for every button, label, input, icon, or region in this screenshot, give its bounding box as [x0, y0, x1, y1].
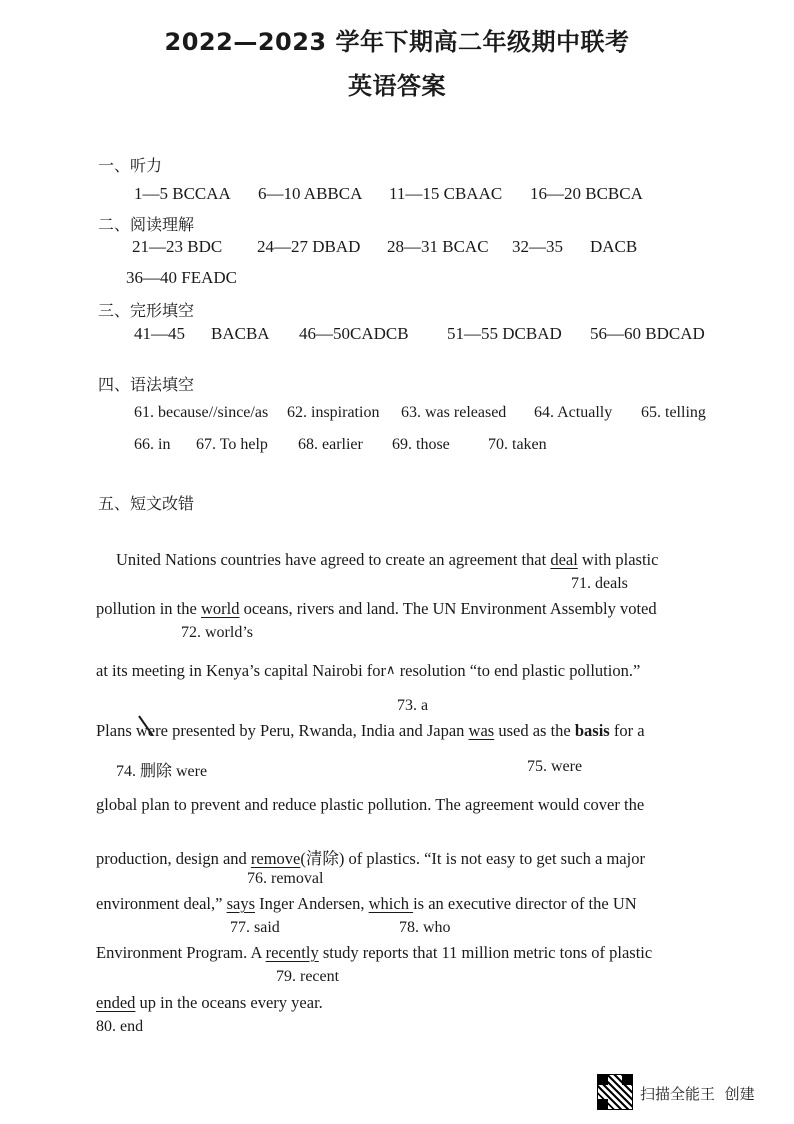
- scanner-watermark: 扫描全能王 创建: [640, 1085, 755, 1103]
- grammar-answer: 68. earlier: [298, 436, 363, 453]
- correction-note: 74. 删除 were: [116, 763, 208, 780]
- error-word: which: [368, 894, 414, 913]
- correction-note: 71. deals: [571, 575, 628, 592]
- page-title: 2022—2023 学年下期高二年级期中联考: [164, 28, 630, 56]
- grammar-answer: 65. telling: [641, 404, 706, 421]
- deleted-word: were: [135, 721, 168, 740]
- section-heading-listening: 一、听力: [98, 156, 163, 175]
- passage-line: ended up in the oceans every year.: [96, 993, 323, 1012]
- answer-group: 28—31 BCAC: [387, 237, 489, 256]
- answer-group: 11—15 CBAAC: [389, 184, 503, 203]
- section-heading-grammar: 四、语法填空: [98, 375, 195, 394]
- grammar-answer: 62. inspiration: [287, 404, 380, 421]
- answer-group: BACBA: [211, 324, 270, 343]
- qr-code-icon: [597, 1074, 633, 1110]
- correction-note: 80. end: [96, 1018, 144, 1035]
- grammar-answer: 64. Actually: [534, 404, 613, 421]
- correction-note: 72. world’s: [181, 624, 253, 641]
- grammar-answer: 70. taken: [488, 436, 547, 453]
- grammar-answer: 67. To help: [196, 436, 268, 453]
- correction-note: 75. were: [527, 758, 583, 775]
- error-word: ended: [96, 993, 136, 1012]
- passage-line: Plans were presented by Peru, Rwanda, India and Japan was used as the basis for a: [96, 721, 645, 740]
- correction-note: 73. a: [397, 697, 429, 714]
- answer-group: 56—60 BDCAD: [590, 324, 705, 343]
- section-heading-cloze: 三、完形填空: [98, 301, 195, 320]
- section-heading-correction: 五、短文改错: [98, 494, 195, 513]
- answer-group: 36—40 FEADC: [126, 268, 237, 287]
- error-word: remove: [250, 849, 301, 868]
- section-heading-reading: 二、阅读理解: [98, 215, 195, 234]
- answer-group: 6—10 ABBCA: [258, 184, 363, 203]
- correction-note: 76. removal: [247, 870, 324, 887]
- error-word: says: [226, 894, 255, 913]
- answer-group: 46—50CADCB: [299, 324, 409, 343]
- correction-note: 78. who: [399, 919, 451, 936]
- page-subtitle: 英语答案: [348, 72, 446, 100]
- grammar-answer: 63. was released: [401, 404, 507, 421]
- passage-line: Environment Program. A recently study reports that 11 million metric tons of plastic: [96, 943, 653, 962]
- answer-group: 1—5 BCCAA: [134, 184, 231, 203]
- error-word: world: [200, 599, 240, 618]
- passage-line: United Nations countries have agreed to create an agreement that deal with plastic: [116, 550, 659, 569]
- answer-group: 32—35: [512, 237, 563, 256]
- insertion-caret-icon: ∧: [386, 663, 396, 678]
- correction-note: 77. said: [230, 919, 280, 936]
- error-word: was: [468, 721, 495, 740]
- grammar-answer: 61. because//since/as: [134, 404, 269, 421]
- answer-group: DACB: [590, 237, 638, 256]
- passage-line: environment deal,” says Inger Andersen, which is an executive director of the UN: [96, 894, 637, 913]
- correction-note: 79. recent: [276, 968, 340, 985]
- grammar-answer: 69. those: [392, 436, 450, 453]
- grammar-answer: 66. in: [134, 436, 171, 453]
- answer-group: 41—45: [134, 324, 185, 343]
- answer-group: 24—27 DBAD: [257, 237, 361, 256]
- error-word: recently: [265, 943, 319, 962]
- passage-line: at its meeting in Kenya’s capital Nairobi for∧ resolution “to end plastic pollution.”: [96, 661, 641, 680]
- passage-line: pollution in the world oceans, rivers and land. The UN Environment Assembly voted: [96, 599, 657, 618]
- passage-line: production, design and remove(清除) of plastics. “It is not easy to get such a major: [96, 849, 645, 868]
- error-word: deal: [550, 550, 578, 569]
- answer-group: 51—55 DCBAD: [447, 324, 562, 343]
- passage-line: global plan to prevent and reduce plastic pollution. The agreement would cover the: [96, 795, 645, 814]
- answer-group: 21—23 BDC: [132, 237, 223, 256]
- answer-group: 16—20 BCBCA: [530, 184, 643, 203]
